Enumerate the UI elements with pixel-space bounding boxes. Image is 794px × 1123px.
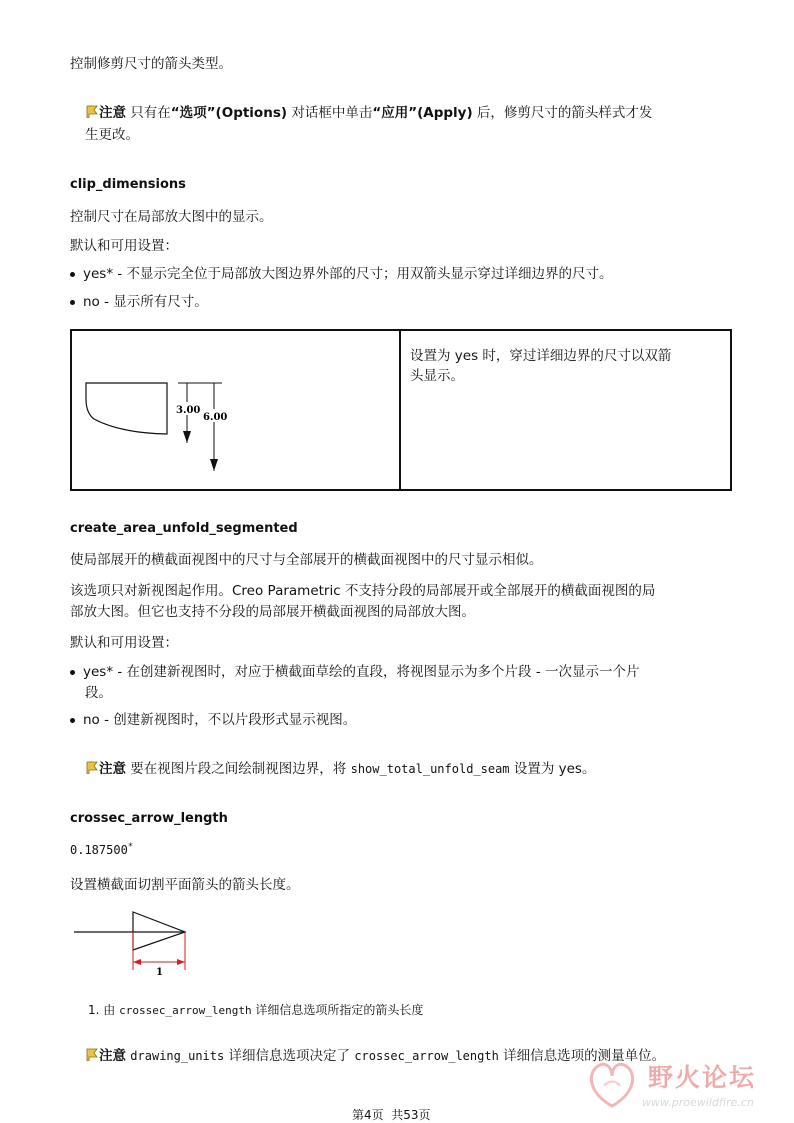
cau-heading: create_area_unfold_segmented xyxy=(70,521,298,536)
cau-option-yes-text: yes* - 在创建新视图时，对应于横截面草绘的直段，将视图显示为多个片段 - 一次显示一个片 xyxy=(83,664,640,680)
clip-figure xyxy=(80,375,240,475)
watermark-logo-icon xyxy=(582,1056,642,1112)
note-1-apply: “应用”(Apply) xyxy=(372,105,473,121)
dim-arrow-right xyxy=(177,959,185,965)
note-1-options: “选项”(Options) xyxy=(170,105,288,121)
clip-heading: clip_dimensions xyxy=(70,177,186,192)
intro-text: 控制修剪尺寸的箭头类型。 xyxy=(70,56,232,72)
cal-note-text-a: 详细信息选项决定了 xyxy=(224,1048,355,1064)
cau-option-yes xyxy=(70,660,640,680)
detail-shape xyxy=(86,383,167,434)
watermark xyxy=(582,1056,782,1116)
note-1-label: 注意 xyxy=(99,105,126,121)
table-cell-text-1: 设置为 yes 时，穿过详细边界的尺寸以双箭 xyxy=(410,348,672,364)
cal-note-code-2: crossec_arrow_length xyxy=(354,1049,499,1063)
dim-label-1: 3.00 xyxy=(176,405,201,416)
cau-option-yes-line2: 段。 xyxy=(85,685,112,701)
cau-desc-2-line1: 该选项只对新视图起作用。Creo Parametric 不支持分段的局部展开或全部展开的横截面视图的局 xyxy=(70,583,656,599)
cau-note-text-a: 要在视图片段之间绘制视图边界，将 xyxy=(126,761,351,777)
cau-note-code: show_total_unfold_seam xyxy=(350,762,510,776)
clip-option-no xyxy=(70,290,208,310)
note-1-line2: 生更改。 xyxy=(85,127,139,143)
cau-desc-1: 使局部展开的横截面视图中的尺寸与全部展开的横截面视图中的尺寸显示相似。 xyxy=(70,552,543,568)
page-footer xyxy=(352,1106,431,1123)
note-1-text-c: 后，修剪尺寸的箭头样式才发 xyxy=(472,105,653,121)
watermark-url: www.proewildfire.cn xyxy=(642,1096,754,1109)
clip-table-divider xyxy=(399,329,401,491)
cal-value-mark: * xyxy=(127,842,134,852)
clip-defaults: 默认和可用设置： xyxy=(70,238,178,254)
cau-option-no xyxy=(70,708,356,728)
list-item-code: crossec_arrow_length xyxy=(119,1004,252,1017)
cal-note-text-b: 详细信息选项的测量单位。 xyxy=(498,1048,666,1064)
cal-note xyxy=(85,1044,665,1064)
table-cell-text-2: 头显示。 xyxy=(410,368,464,384)
arrow-figure xyxy=(72,908,202,978)
cal-value-number: 0.187500 xyxy=(70,843,128,857)
cal-note-label: 注意 xyxy=(99,1048,126,1064)
dim-arrow-2 xyxy=(210,459,218,471)
clip-option-no-text: no - 显示所有尺寸。 xyxy=(83,294,208,310)
cau-note-label: 注意 xyxy=(99,761,126,777)
dim-label: 1 xyxy=(156,967,163,978)
dim-arrow-1 xyxy=(183,431,191,443)
cau-defaults: 默认和可用设置： xyxy=(70,635,178,651)
cau-note-text-b: 设置为 yes。 xyxy=(509,761,596,777)
list-item-text-a: 由 xyxy=(103,1003,120,1017)
dim-label-2: 6.00 xyxy=(203,412,228,423)
cal-desc: 设置横截面切割平面箭头的箭头长度。 xyxy=(70,877,300,893)
note-1-text-b: 对话框中单击 xyxy=(287,105,373,121)
watermark-title: 野火论坛 xyxy=(648,1063,757,1092)
note-1 xyxy=(85,101,652,121)
dim-arrow-left xyxy=(133,959,141,965)
cau-note xyxy=(85,757,595,777)
list-item-number: 1. xyxy=(88,1003,100,1017)
cau-desc-2-line2: 部放大图。但它也支持不分段的局部展开横截面视图的局部放大图。 xyxy=(70,604,475,620)
note-icon xyxy=(85,105,98,118)
bullet-icon xyxy=(70,300,75,305)
cal-note-code-1: drawing_units xyxy=(130,1049,225,1063)
bullet-icon xyxy=(70,670,75,675)
list-item-text-b: 详细信息选项所指定的箭头长度 xyxy=(251,1003,424,1017)
note-icon xyxy=(85,761,98,774)
cal-list-item xyxy=(88,1001,423,1018)
cal-heading: crossec_arrow_length xyxy=(70,811,228,826)
note-1-text-a: 只有在 xyxy=(130,105,171,121)
cal-value xyxy=(70,842,133,857)
footer-total: 共53页 xyxy=(391,1108,431,1122)
footer-page: 第4页 xyxy=(352,1108,384,1122)
arrow-head xyxy=(133,912,185,950)
clip-desc: 控制尺寸在局部放大图中的显示。 xyxy=(70,209,273,225)
cau-option-no-text: no - 创建新视图时，不以片段形式显示视图。 xyxy=(83,712,357,728)
note-icon xyxy=(85,1048,98,1061)
bullet-icon xyxy=(70,272,75,277)
clip-option-yes-text: yes* - 不显示完全位于局部放大图边界外部的尺寸；用双箭头显示穿过详细边界的尺寸。 xyxy=(83,266,613,282)
bullet-icon xyxy=(70,718,75,723)
clip-option-yes xyxy=(70,262,613,282)
